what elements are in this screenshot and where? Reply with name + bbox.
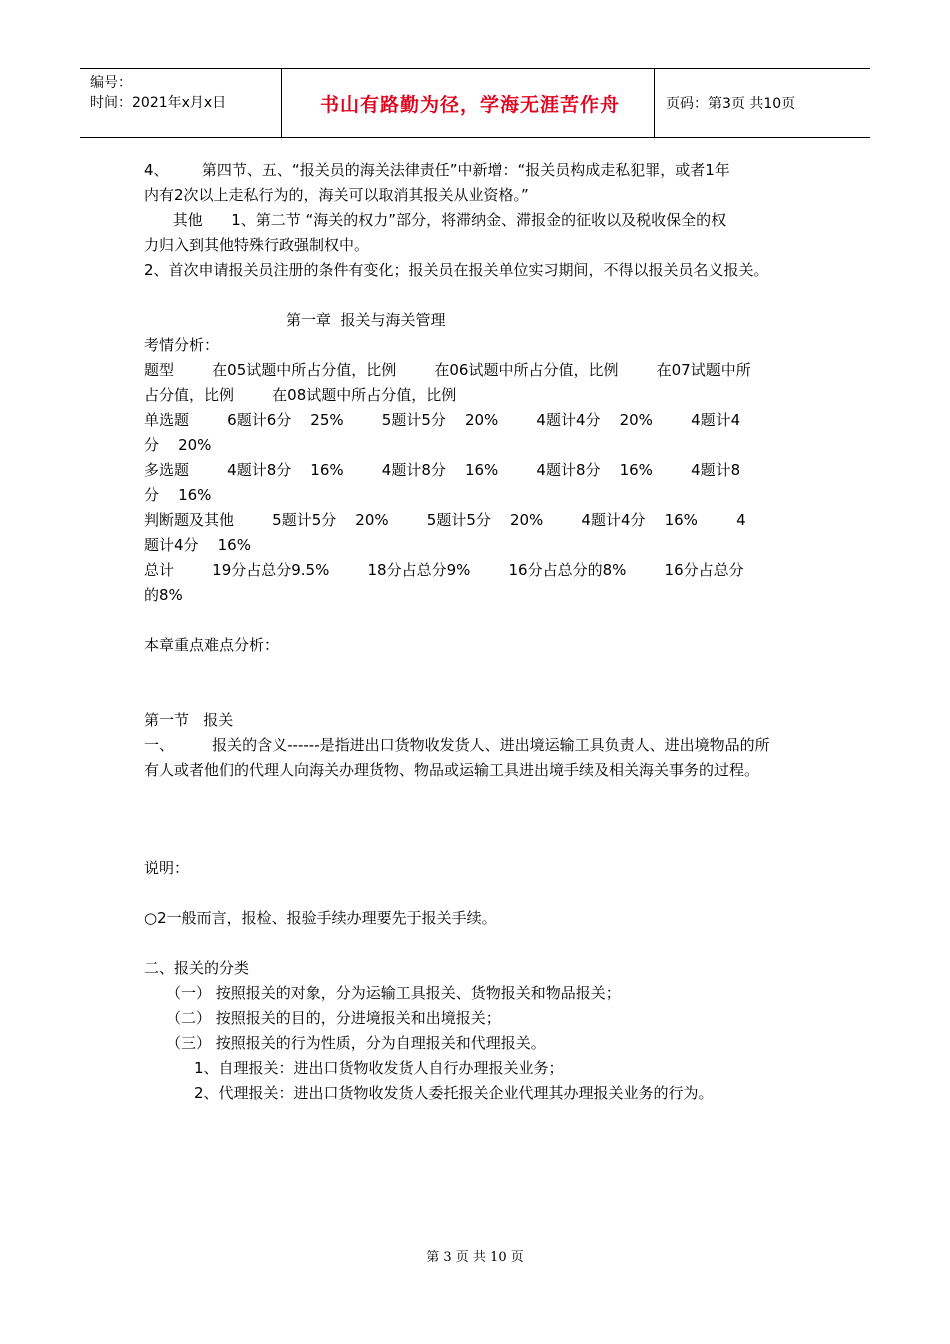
table-row-total: 的8% <box>144 586 183 604</box>
chapter-title: 第一章 报关与海关管理 <box>286 311 446 329</box>
paragraph-line: 4、 第四节、五、“报关员的海关法律责任”中新增：“报关员构成走私犯罪，或者1年 <box>144 161 730 179</box>
analysis-label: 考情分析： <box>144 336 220 354</box>
table-row-total: 总计 19分占总分9.5% 18分占总分9% 16分占总分的8% 16分占总分 <box>144 561 744 579</box>
classify-item: （一） 按照报关的对象，分为运输工具报关、货物报关和物品报关； <box>166 984 621 1002</box>
table-header-line: 题型 在05试题中所占分值，比例 在06试题中所占分值，比例 在07试题中所 <box>144 361 751 379</box>
header-page-info: 页码：第3页 共10页 <box>666 96 796 112</box>
classify-item: （三） 按照报关的行为性质，分为自理报关和代理报关。 <box>166 1034 546 1052</box>
paragraph-line: 2、首次申请报关员注册的条件有变化；报关员在报关单位实习期间，不得以报关员名义报关。 <box>144 261 769 279</box>
table-header-line: 占分值，比例 在08试题中所占分值，比例 <box>144 386 457 404</box>
header-motto: 书山有路勤为径，学海无涯苦作舟 <box>319 93 620 116</box>
table-row-judge: 判断题及其他 5题计5分 20% 5题计5分 20% 4题计4分 16% 4 <box>144 511 746 529</box>
table-row-judge: 题计4分 16% <box>144 536 251 554</box>
key-points-label: 本章重点难点分析： <box>144 636 280 654</box>
page-header <box>80 68 870 138</box>
section-title: 第一节 报关 <box>144 711 234 729</box>
date-line: 时间：2021年x月x日 <box>90 95 227 111</box>
paragraph-line: 其他 1、第二节 “海关的权力”部分，将滞纳金、滞报金的征收以及税收保全的权 <box>144 211 727 229</box>
table-row-multi: 分 16% <box>144 486 212 504</box>
note-label: 说明： <box>144 859 190 877</box>
header-meta <box>90 73 226 113</box>
classify-subitem: 1、自理报关：进出口货物收发货人自行办理报关业务； <box>194 1059 564 1077</box>
table-row-single: 分 20% <box>144 436 212 454</box>
classify-title: 二、报关的分类 <box>144 959 250 977</box>
number-label: 编号： <box>90 75 132 91</box>
table-row-multi: 多选题 4题计8分 16% 4题计8分 16% 4题计8分 16% 4题计8 <box>144 461 741 479</box>
classify-subitem: 2、代理报关：进出口货物收发货人委托报关企业代理其办理报关业务的行为。 <box>194 1084 714 1102</box>
page-footer: 第 3 页 共 10 页 <box>426 1250 524 1265</box>
definition-line: 一、 报关的含义------是指进出口货物收发货人、进出境运输工具负责人、进出境物品的所 <box>144 736 770 754</box>
classify-item: （二） 按照报关的目的，分进境报关和出境报关； <box>166 1009 501 1027</box>
table-row-single: 单选题 6题计6分 25% 5题计5分 20% 4题计4分 20% 4题计4 <box>144 411 741 429</box>
note-item: ○2一般而言，报检、报验手续办理要先于报关手续。 <box>144 909 497 927</box>
paragraph-line: 内有2次以上走私行为的，海关可以取消其报关从业资格。” <box>144 186 529 204</box>
definition-line: 有人或者他们的代理人向海关办理货物、物品或运输工具进出境手续及相关海关事务的过程。 <box>144 761 760 779</box>
paragraph-line: 力归入到其他特殊行政强制权中。 <box>144 236 370 254</box>
header-divider <box>281 69 282 137</box>
